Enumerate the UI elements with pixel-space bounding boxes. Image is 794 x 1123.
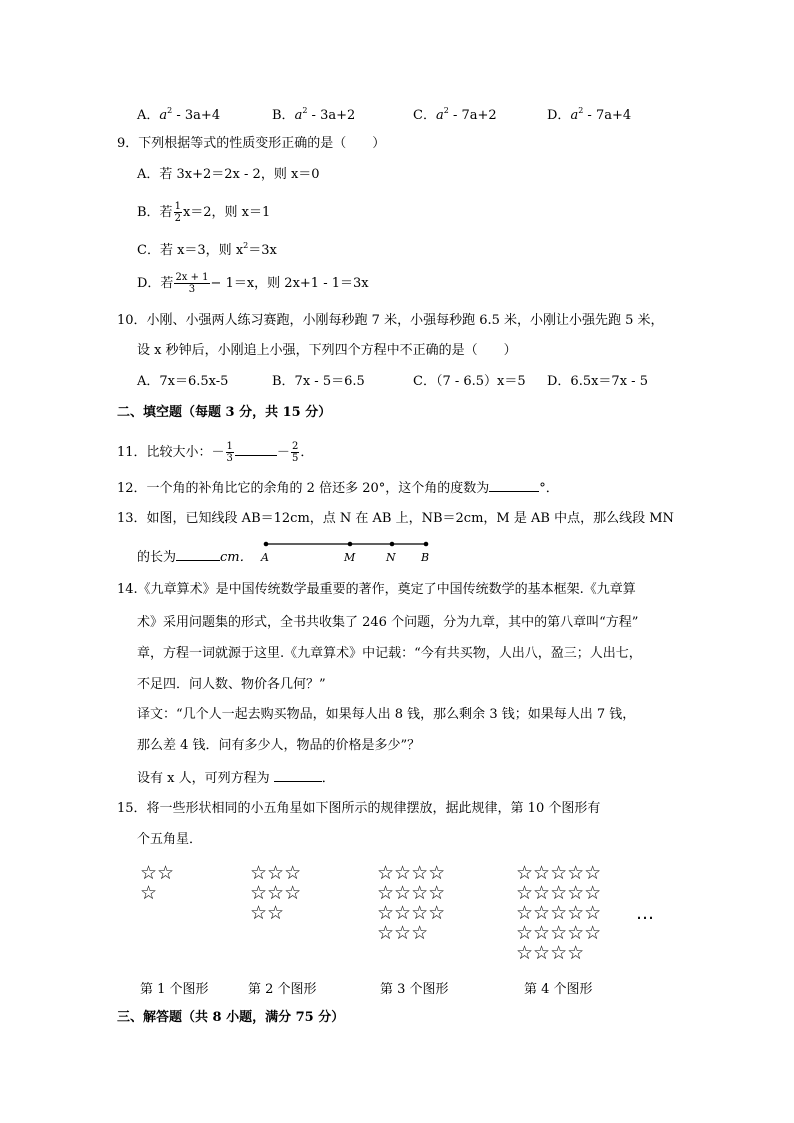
- q8-option-d: D．$a^2 - 7a+4$: [547, 106, 632, 123]
- q9-option-c: C．若 x＝3，则 $x^2=3x$: [137, 241, 277, 258]
- q15-line1: 15．将一些形状相同的小五角星如下图所示的规律摆放，据此规律，第 10 个图形有: [117, 801, 601, 816]
- q11-fraction-2: $\frac{2}{5}$: [291, 441, 299, 464]
- star-row: ☆☆: [140, 862, 175, 884]
- q9-option-b: B．若 $\frac{1}{2}$ x＝2，则 x＝1: [137, 201, 271, 224]
- star-row: ☆☆☆: [250, 882, 302, 904]
- ellipsis: …: [636, 903, 655, 924]
- point-a-dot: [264, 542, 269, 547]
- q8-option-c: C．$a^2 - 7a+2$: [413, 106, 497, 123]
- q14-line3: 章，方程一词就源于这里.《九章算术》中记载：“今有共买物，人出八，盈三；人出七，: [137, 646, 642, 661]
- figure-3-caption: 第 3 个图形: [380, 982, 449, 997]
- point-m-label: M: [344, 551, 356, 564]
- star-row: ☆☆☆: [377, 922, 429, 944]
- point-b-dot: [424, 542, 429, 547]
- q13-line2: 的长为 cm．: [137, 547, 253, 567]
- q11: 11．比较大小：－ $\frac{1}{3}$ － $\frac{2}{5}$ ．: [117, 441, 314, 464]
- q9-option-a: A．若 3x+2＝2x - 2，则 x＝0: [137, 167, 320, 182]
- section-3-heading: 三、解答题（共 8 小题，满分 75 分）: [117, 1010, 345, 1025]
- q10-option-a: A．7x＝6.5x-5: [137, 374, 229, 389]
- q9-option-d: D．若 $\frac{2x + 1}{3}$ − 1＝x，则 2x+1 - 1＝3x: [137, 272, 369, 295]
- point-b-label: B: [421, 551, 430, 564]
- point-n-label: N: [386, 551, 396, 564]
- q14-line4: 不足四．问人数、物价各几何？”: [137, 677, 326, 692]
- q13-answer-blank[interactable]: [176, 547, 220, 561]
- q8-option-b: B．$a^2 - 3a+2$: [272, 106, 356, 123]
- point-a-label: A: [261, 551, 269, 564]
- q9-b-fraction: $\frac{1}{2}$: [174, 201, 181, 224]
- star-row: ☆☆☆☆: [377, 882, 446, 904]
- star-row: ☆☆☆☆☆: [516, 882, 602, 904]
- q9-stem: 9．下列根据等式的性质变形正确的是（ ）: [117, 136, 386, 151]
- point-m-dot: [348, 542, 353, 547]
- figure-2-caption: 第 2 个图形: [248, 982, 317, 997]
- q10-stem-line2: 设 x 秒钟后，小刚追上小强，下列四个方程中不正确的是（ ）: [137, 343, 517, 358]
- star-figure-3: [377, 863, 445, 943]
- star-row: ☆: [140, 882, 158, 904]
- star-row: ☆☆☆: [250, 862, 302, 884]
- q10-option-b: B．7x - 5＝6.5: [272, 374, 365, 389]
- q8-option-a: A．$a^2 - 3a+4$: [137, 106, 221, 123]
- star-figure-1: [140, 863, 174, 903]
- q11-answer-blank[interactable]: [235, 442, 277, 456]
- figure-1-caption: 第 1 个图形: [140, 982, 209, 997]
- q13-line1: 13．如图，已知线段 AB＝12cm，点 N 在 AB 上，NB＝2cm，M 是 AB 中点，那么线段 MN: [117, 511, 674, 526]
- q14-line6: 那么差 4 钱．问有多少人，物品的价格是多少”？: [137, 738, 421, 753]
- q9-d-fraction: $\frac{2x + 1}{3}$: [175, 272, 209, 295]
- q12-answer-blank[interactable]: [489, 478, 539, 492]
- q12: 12．一个角的补角比它的余角的 2 倍还多 20°，这个角的度数为 °．: [117, 478, 559, 498]
- q10-option-d: D．6.5x＝7x - 5: [547, 374, 648, 389]
- q14-line2: 术》采用问题集的形式，全书共收集了 246 个问题，分为九章，其中的第八章叫“方程”: [137, 615, 639, 630]
- q10-stem-line1: 10．小刚、小强两人练习赛跑，小刚每秒跑 7 米，小强每秒跑 6.5 米，小刚让小强先跑 5 米，: [117, 313, 664, 328]
- star-row: ☆☆☆☆☆: [516, 922, 602, 944]
- q14-line7: 设有 x 人，可列方程为 ．: [137, 768, 335, 788]
- star-row: ☆☆☆☆: [516, 942, 585, 964]
- figure-4-caption: 第 4 个图形: [524, 982, 593, 997]
- q11-fraction-1: $\frac{1}{3}$: [226, 441, 233, 464]
- q15-line2: 个五角星．: [137, 832, 203, 847]
- q10-option-c: C．（7 - 6.5）x＝5: [413, 374, 526, 389]
- star-row: ☆☆☆☆: [377, 862, 446, 884]
- q14-line5: 译文：“几个人一起去购买物品，如果每人出 8 钱，那么剩余 3 钱；如果每人出 7 钱，: [137, 707, 636, 722]
- section-2-heading: 二、填空题（每题 3 分，共 15 分）: [117, 405, 332, 420]
- star-row: ☆☆☆☆☆: [516, 862, 602, 884]
- q14-line1: 14.《九章算术》是中国传统数学最重要的著作，奠定了中国传统数学的基本框架.《九章算: [117, 582, 636, 597]
- q14-answer-blank[interactable]: [274, 768, 322, 782]
- star-row: ☆☆☆☆: [377, 902, 446, 924]
- star-figure-2: [250, 863, 301, 923]
- point-n-dot: [390, 542, 395, 547]
- star-row: ☆☆: [250, 902, 285, 924]
- star-row: ☆☆☆☆☆: [516, 902, 602, 924]
- segment-diagram: [258, 538, 438, 566]
- star-figure-4: [516, 863, 601, 963]
